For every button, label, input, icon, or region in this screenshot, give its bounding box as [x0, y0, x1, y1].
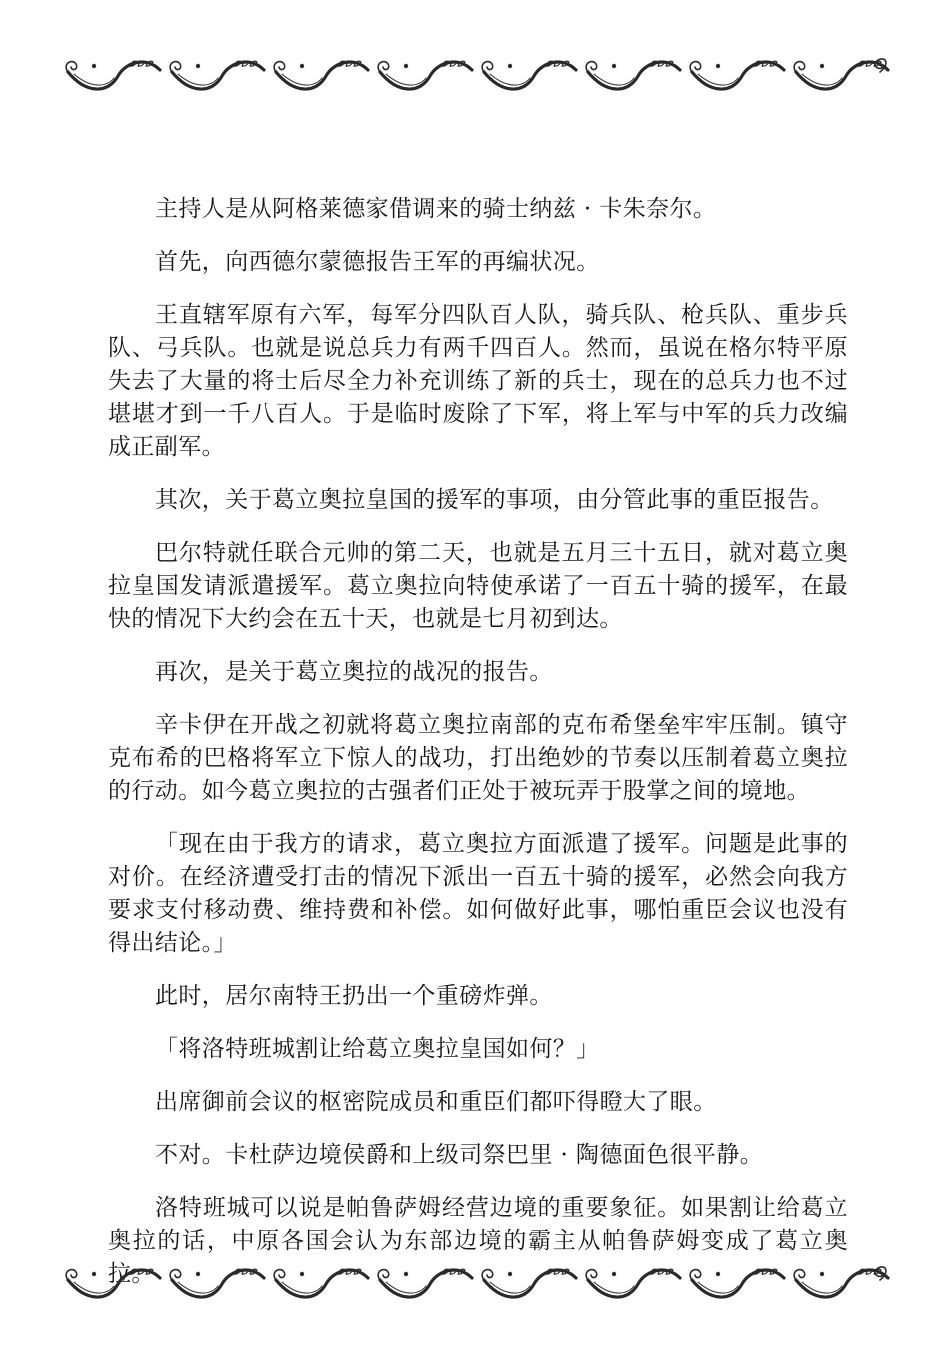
paragraph-6: 再次，是关于葛立奥拉的战况的报告。 — [155, 659, 553, 685]
paragraph-1: 主持人是从阿格莱德家借调来的骑士纳兹 · 卡朱奈尔。 — [155, 196, 717, 222]
top-ornament-border — [60, 50, 892, 100]
paragraph-3: 王直辖军原有六军，每军分四队百人队，骑兵队、枪兵队、重步兵队、弓兵队。也就是说总兵力有两千四百人。然而，虽说在格尔特平原失去了大量的将士后尽全力补充训练了新的兵士，现在的总兵力也不过堪堪才到一千八百人。于是临时废除了下军，将上军与中军的兵力改编成正副军。 — [108, 302, 848, 460]
paragraph-12: 不对。卡杜萨边境侯爵和上级司祭巴里 · 陶德面色很平静。 — [155, 1142, 764, 1168]
bottom-ornament-border — [60, 1258, 892, 1308]
paragraph-4: 其次，关于葛立奥拉皇国的援军的事项，由分管此事的重臣报告。 — [155, 487, 834, 513]
paragraph-5: 巴尔特就任联合元帅的第二天，也就是五月三十五日，就对葛立奥拉皇国发请派遣援军。葛立奥拉向特使承诺了一百五十骑的援军，在最快的情况下大约会在五十天，也就是七月初到达。 — [108, 540, 848, 632]
paragraph-13: 洛特班城可以说是帕鲁萨姆经营边境的重要象征。如果割让给葛立奥拉的话，中原各国会认为东部边境的霸主从帕鲁萨姆变成了葛立奥拉。 — [108, 1195, 848, 1287]
page-body — [108, 193, 848, 1311]
paragraph-10: 「将洛特班城割让给葛立奥拉皇国如何？」 — [155, 1036, 600, 1062]
paragraph-9: 此时，居尔南特王扔出一个重磅炸弹。 — [155, 983, 553, 1009]
paragraph-8: 「现在由于我方的请求，葛立奥拉方面派遣了援军。问题是此事的对价。在经济遭受打击的情况下派出一百五十骑的援军，必然会向我方要求支付移动费、维持费和补偿。如何做好此事，哪怕重臣会议也没有得出结论。」 — [108, 831, 848, 956]
paragraph-7: 辛卡伊在开战之初就将葛立奥拉南部的克布希堡垒牢牢压制。镇守克布希的巴格将军立下惊人的战功，打出绝妙的节奏以压制着葛立奥拉的行动。如今葛立奥拉的古强者们正处于被玩弄于股掌之间的境地。 — [108, 712, 848, 804]
paragraph-11: 出席御前会议的枢密院成员和重臣们都吓得瞪大了眼。 — [155, 1089, 717, 1115]
paragraph-2: 首先，向西德尔蒙德报告王军的再编状况。 — [155, 249, 600, 275]
